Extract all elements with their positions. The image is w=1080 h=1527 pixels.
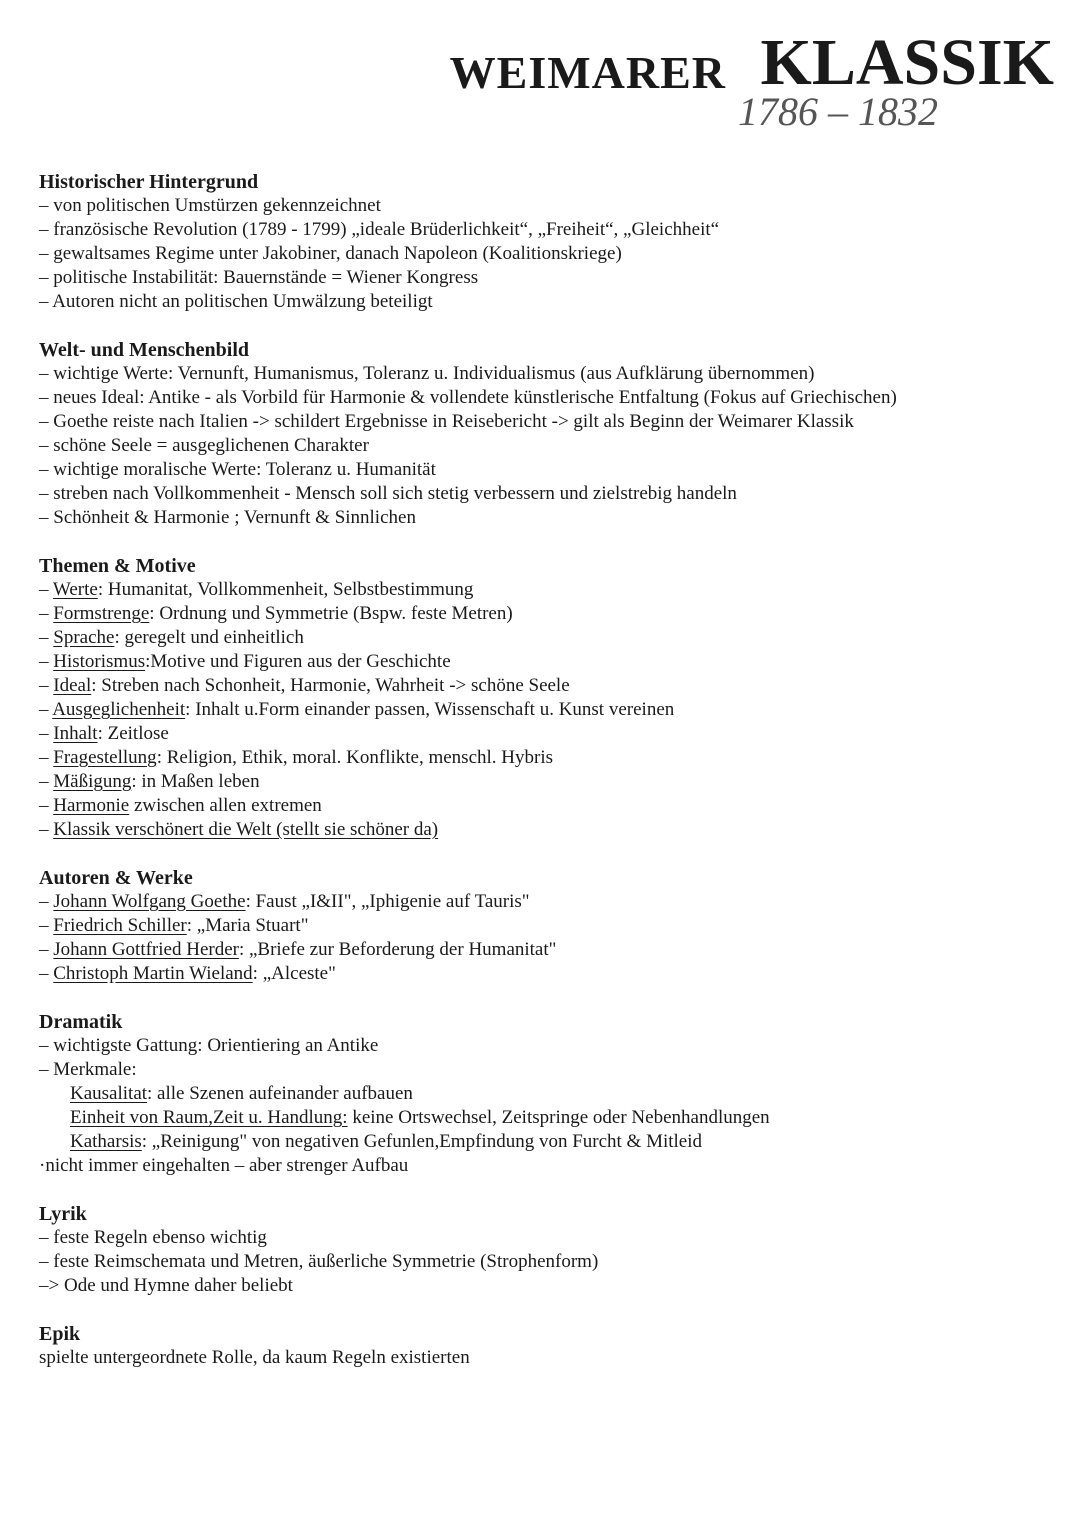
list-item [39,914,1049,938]
title-weimarer: WEIMARER [449,47,726,98]
item-text: Merkmale: [53,1059,137,1080]
title-klassik: KLASSIK [760,26,1054,99]
bullet-marker: – [39,459,54,480]
item-text: französische Revolution (1789 - 1799) „ideale Brüderlichkeit“, „Freiheit“, „Gleichheit“ [53,219,720,240]
section-title: Historischer Hintergrund [39,171,259,193]
keyword-underlined: Friedrich Schiller [53,915,187,936]
item-text: : Humanitat, Vollkommenheit, Selbstbestimmung [97,579,474,600]
section [39,866,1049,986]
bullet-marker: – [39,747,54,768]
bullet-marker: – [39,219,54,240]
keyword-underlined: Formstrenge [53,603,150,624]
item-text: : „Alceste" [252,963,336,984]
bullet-marker: – [39,507,54,528]
item-text: : Streben nach Schonheit, Harmonie, Wahrheit -> schöne Seele [91,675,570,696]
list-item [39,1274,1049,1298]
bullet-marker: – [39,627,54,648]
list-item [39,962,1049,986]
list-item [39,1130,1049,1154]
item-text: zwischen allen extremen [129,795,322,816]
bullet-marker: – [39,795,54,816]
bullet-marker: – [39,1251,54,1272]
item-text: spielte untergeordnete Rolle, da kaum Regeln existierten [39,1347,470,1368]
list-item [39,578,1049,602]
bullet-marker: – [39,387,54,408]
bullet-marker: – [39,675,54,696]
list-item [39,698,1049,722]
keyword-underlined: Klassik verschönert die Welt (stellt sie schöner da) [53,819,439,840]
item-text: politische Instabilität: Bauernstände = Wiener Kongress [53,267,479,288]
bullet-marker: – [39,1035,54,1056]
bullet-marker: – [39,291,53,312]
section [39,1322,1049,1370]
list-item [39,1250,1049,1274]
item-text: keine Ortswechsel, Zeitspringe oder Nebenhandlungen [347,1107,770,1128]
list-item [39,746,1049,770]
list-item [39,266,1049,290]
item-text: :Motive und Figuren aus der Geschichte [145,651,451,672]
section-title: Themen & Motive [39,555,196,577]
section [39,170,1049,314]
bullet-marker: –> [39,1275,64,1296]
bullet-marker: – [39,651,54,672]
keyword-underlined: Mäßigung [53,771,132,792]
section [39,1010,1049,1178]
item-text: gewaltsames Regime unter Jakobiner, danach Napoleon (Koalitionskriege) [53,243,622,264]
bullet-marker: – [39,963,54,984]
keyword-underlined: Inhalt [53,723,98,744]
bullet-marker: – [39,819,54,840]
list-item [39,938,1049,962]
section [39,338,1049,530]
bullet-marker: · [39,1155,46,1176]
list-item [39,1154,1049,1178]
item-text: : alle Szenen aufeinander aufbauen [147,1083,413,1104]
item-text: : „Maria Stuart" [186,915,309,936]
keyword-underlined: Fragestellung [53,747,157,768]
item-text: : Zeitlose [97,723,169,744]
bullet-marker: – [39,915,54,936]
item-text: feste Regeln ebenso wichtig [53,1227,267,1248]
list-item [39,818,1049,842]
page-header [414,26,1054,134]
section-title: Welt- und Menschenbild [39,339,250,361]
list-item [39,794,1049,818]
list-item [39,1346,1049,1370]
keyword-underlined: Johann Gottfried Herder [53,939,239,960]
list-item [39,890,1049,914]
keyword-underlined: Johann Wolfgang Goethe [53,891,246,912]
item-text: : „Reinigung" von negativen Gefunlen,Empfindung von Furcht & Mitleid [141,1131,703,1152]
item-text: Goethe reiste nach Italien -> schildert Ergebnisse in Reisebericht -> gilt als Beginn der Weimarer Klassik [53,411,854,432]
bullet-marker: – [39,1227,54,1248]
list-item [39,386,1049,410]
item-text: : in Maßen leben [131,771,260,792]
item-text: wichtigste Gattung: Orientiering an Antike [53,1035,379,1056]
bullet-marker: – [39,891,54,912]
item-text: neues Ideal: Antike - als Vorbild für Harmonie & vollendete künstlerische Entfaltung (Fokus auf Griechischen) [53,387,897,408]
bullet-marker: – [39,243,54,264]
item-text: Schönheit & Harmonie ; Vernunft & Sinnlichen [53,507,416,528]
list-item [39,218,1049,242]
item-text: wichtige moralische Werte: Toleranz u. Humanität [53,459,436,480]
item-text: : Faust „I&II", „Iphigenie auf Tauris" [245,891,530,912]
item-text: Autoren nicht an politischen Umwälzung beteiligt [52,291,433,312]
list-item [39,1034,1049,1058]
bullet-marker: – [39,411,54,432]
list-item [39,1082,1049,1106]
list-item [39,410,1049,434]
bullet-marker: – [39,939,54,960]
list-item [39,194,1049,218]
item-text: feste Reimschemata und Metren, äußerliche Symmetrie (Strophenform) [53,1251,599,1272]
document-body [39,170,1049,1394]
item-text: nicht immer eingehalten – aber strenger Aufbau [45,1155,409,1176]
list-item [39,434,1049,458]
keyword-underlined: Historismus [53,651,146,672]
list-item [39,482,1049,506]
keyword-underlined: Einheit von Raum,Zeit u. Handlung: [70,1107,348,1128]
item-text: : Religion, Ethik, moral. Konflikte, menschl. Hybris [156,747,553,768]
list-item [39,1226,1049,1250]
item-text: schöne Seele = ausgeglichenen Charakter [53,435,369,456]
list-item [39,674,1049,698]
item-text: von politischen Umstürzen gekennzeichnet [53,195,381,216]
keyword-underlined: Harmonie [53,795,130,816]
keyword-underlined: Katharsis [70,1131,142,1152]
section-title: Lyrik [39,1203,87,1225]
item-text: wichtige Werte: Vernunft, Humanismus, Toleranz u. Individualismus (aus Aufklärung übernommen) [53,363,815,384]
item-text: : geregelt und einheitlich [114,627,304,648]
item-text: Ode und Hymne daher beliebt [63,1275,293,1296]
item-text: : „Briefe zur Beforderung der Humanitat" [238,939,557,960]
bullet-marker: – [39,579,53,600]
title-dates: 1786 – 1832 [738,89,938,134]
list-item [39,770,1049,794]
section [39,1202,1049,1298]
keyword-underlined: Werte [52,579,98,600]
item-text: : Inhalt u.Form einander passen, Wissenschaft u. Kunst vereinen [185,699,675,720]
list-item [39,1106,1049,1130]
bullet-marker: – [39,723,54,744]
keyword-underlined: Ideal [53,675,92,696]
bullet-marker: – [39,771,54,792]
keyword-underlined: Kausalitat [70,1083,148,1104]
list-item [39,506,1049,530]
section-title: Epik [39,1323,81,1345]
item-text: : Ordnung und Symmetrie (Bspw. feste Metren) [149,603,513,624]
item-text: streben nach Vollkommenheit - Mensch soll sich stetig verbessern und zielstrebig handeln [53,483,737,504]
list-item [39,722,1049,746]
list-item [39,290,1049,314]
list-item [39,458,1049,482]
bullet-marker: – [39,435,54,456]
keyword-underlined: Sprache [53,627,115,648]
bullet-marker: – [39,195,54,216]
list-item [39,650,1049,674]
list-item [39,242,1049,266]
bullet-marker: – [39,603,54,624]
list-item [39,362,1049,386]
section [39,554,1049,842]
bullet-marker: – [39,363,54,384]
section-title: Dramatik [39,1011,123,1033]
list-item [39,602,1049,626]
bullet-marker: – [39,699,53,720]
list-item [39,1058,1049,1082]
bullet-marker: – [39,267,54,288]
bullet-marker: – [39,1059,54,1080]
keyword-underlined: Christoph Martin Wieland [53,963,253,984]
bullet-marker: – [39,483,54,504]
keyword-underlined: Ausgeglichenheit [52,699,186,720]
section-title: Autoren & Werke [39,867,193,889]
list-item [39,626,1049,650]
